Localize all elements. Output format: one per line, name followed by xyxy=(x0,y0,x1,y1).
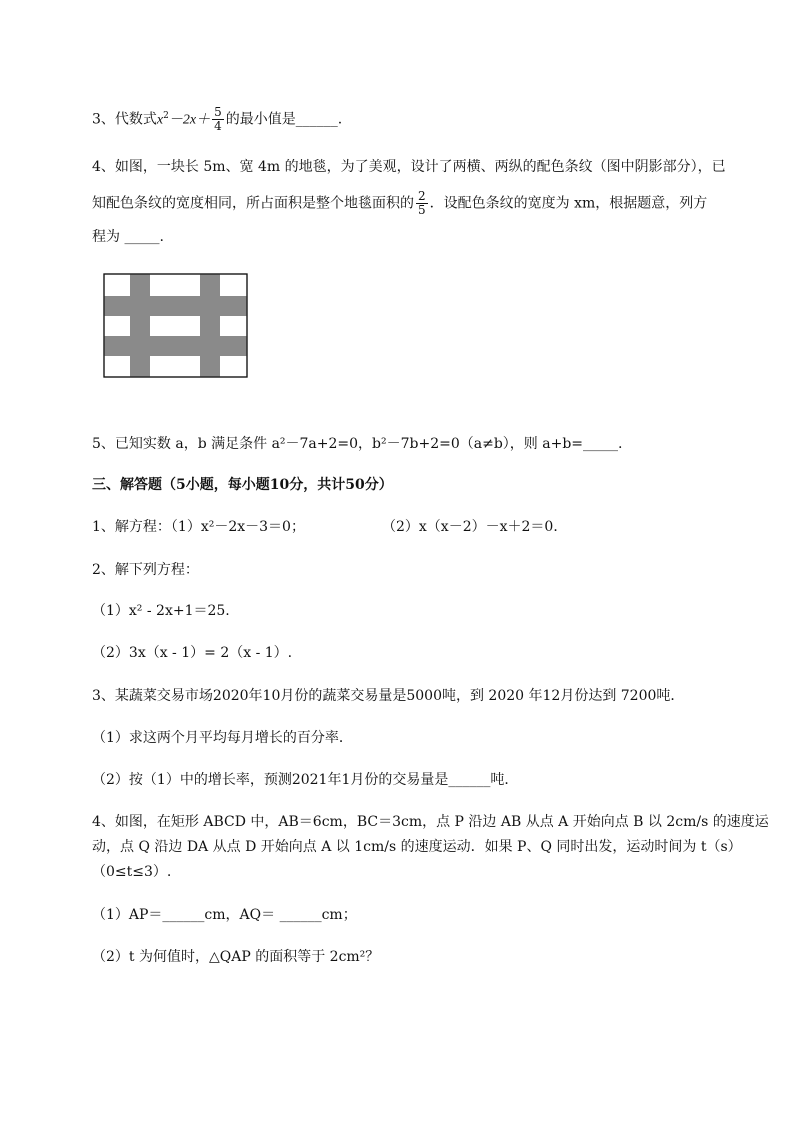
vertical-stripe-1 xyxy=(130,274,150,377)
solve-2-part1: （1）x² - 2x+1＝25. xyxy=(92,603,230,619)
q3-fraction xyxy=(212,106,224,133)
q4-frac-den: 5 xyxy=(418,203,426,217)
horizontal-stripe-2 xyxy=(104,336,247,356)
solve-3-part1: （1）求这两个月平均每月增长的百分率． xyxy=(92,730,353,746)
solve-3-part2: （2）按（1）中的增长率，预测2021年1月份的交易量是______吨． xyxy=(92,772,519,788)
question-5: 5、已知实数 a，b 满足条件 a²－7a+2=0，b²－7b+2=0（a≠b），则 a+b=_____. xyxy=(92,436,623,452)
solve-2-title: 2、解下列方程： xyxy=(92,562,199,578)
vertical-stripe-2 xyxy=(200,274,220,377)
q3-suffix: 的最小值是______. xyxy=(225,111,343,128)
q4-frac-num: 2 xyxy=(418,189,426,203)
solve-4-line2: 动，点 Q 沿边 DA 从点 D 开始向点 A 以 1cm/s 的速度运动．如果 P、Q 同时出发，运动时间为 t（s） xyxy=(92,839,742,855)
solve-4-part1: （1）AP＝______cm，AQ＝ ______cm； xyxy=(92,907,357,923)
solve-2-part2: （2）3x（x - 1）= 2（x - 1）. xyxy=(92,645,293,661)
q3-exponent: 2 xyxy=(163,111,169,121)
q3-frac-num: 5 xyxy=(214,105,222,120)
carpet-figure xyxy=(103,273,249,379)
solve-4-line1: 4、如图，在矩形 ABCD 中，AB＝6cm，BC＝3cm，点 P 沿边 AB 从点 A 开始向点 B 以 2cm/s 的速度运 xyxy=(92,814,769,830)
q4-fraction xyxy=(416,190,428,217)
q3-expr-rest: －2x＋ xyxy=(168,112,211,128)
q4-line2-a: 知配色条纹的宽度相同，所占面积是整个地毯面积的 xyxy=(92,195,414,212)
solve-4-part2: （2）t 为何值时，△QAP 的面积等于 2cm²？ xyxy=(92,949,380,965)
q3-expr-x: x xyxy=(156,112,164,128)
carpet-outline xyxy=(104,274,247,377)
solve-4-line3: （0≤t≤3）. xyxy=(92,864,172,880)
question-4-line1: 4、如图，一块长 5m、宽 4m 的地毯，为了美观，设计了两横、两纵的配色条纹（图中阴影部分），已 xyxy=(92,159,726,175)
q3-frac-den: 4 xyxy=(214,119,222,134)
section-3-heading: 三、解答题（5小题，每小题10分，共计50分） xyxy=(92,477,393,493)
solve-1-a: 1、解方程：（1）x²－2x－3＝0； xyxy=(92,519,305,535)
solve-1-b: （2）x（x－2）－x＋2＝0． xyxy=(382,519,568,535)
q3-prefix: 3、代数式 xyxy=(92,111,157,128)
question-4-line2 xyxy=(92,190,707,217)
solve-3-title: 3、某蔬菜交易市场2020年10月份的蔬菜交易量是5000吨，到 2020 年12月份达到 7200吨． xyxy=(92,688,685,704)
horizontal-stripe-1 xyxy=(104,296,247,316)
question-4-line3: 程为 _____. xyxy=(92,229,164,245)
question-3 xyxy=(92,106,342,133)
q4-line2-b: ．设配色条纹的宽度为 xm，根据题意，列方 xyxy=(429,195,708,212)
